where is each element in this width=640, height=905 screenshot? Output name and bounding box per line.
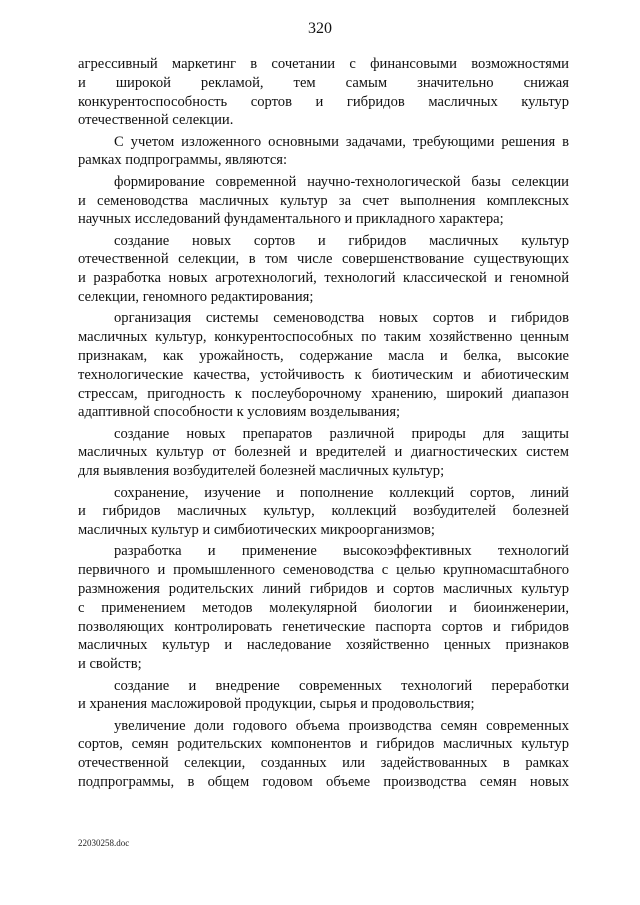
text-line: конкурентоспособность сортов и гибридов масличных культур <box>78 93 569 110</box>
text-line: сортов, семян родительских компонентов и гибридов масличных культур <box>78 736 569 753</box>
paragraph-task-seed-technologies <box>78 542 569 674</box>
text-line: подпрограммы, в общем годовом объеме производства семян новых <box>78 773 569 790</box>
document-file-code: 22030258.doc <box>78 838 130 848</box>
text-line: научных исследований фундаментального и прикладного характера; <box>78 211 504 228</box>
paragraph-task-new-varieties <box>78 232 569 307</box>
paragraph-tasks-intro <box>78 133 569 171</box>
text-line: адаптивной способности к условиям возделывания; <box>78 404 401 421</box>
paragraph-intro-continuation <box>78 55 569 130</box>
text-line: агрессивный маркетинг в сочетании с финансовыми возможностями <box>78 56 569 72</box>
paragraph-task-research-base <box>78 173 569 229</box>
text-line: первичного и промышленного семеноводства с целью крупномасштабного <box>78 562 569 579</box>
text-line: позволяющих контролировать генетические паспорта сортов и гибридов <box>78 618 569 635</box>
text-line: сохранение, изучение и пополнение коллекций сортов, линий <box>114 484 569 501</box>
text-line: масличных культур и симбиотических микроорганизмов; <box>78 522 435 539</box>
text-line: рамках подпрограммы, являются: <box>78 152 288 169</box>
text-line: и свойств; <box>78 656 142 673</box>
text-line: организация системы семеноводства новых сортов и гибридов <box>114 310 569 327</box>
text-line: увеличение доли годового объема производства семян современных <box>114 717 569 734</box>
text-line: селекции, геномного редактирования; <box>78 289 314 306</box>
text-line: стрессам, пригодность к послеуборочному хранению, широкий диапазон <box>78 385 569 402</box>
text-line: и семеноводства масличных культур за счет выполнения комплексных <box>78 192 569 209</box>
text-line: и гибридов масличных культур, коллекций возбудителей болезней <box>78 503 569 520</box>
text-line: технологические качества, устойчивость к биотическим и абиотическим <box>78 366 569 383</box>
text-line: создание и внедрение современных технологий переработки <box>114 677 569 694</box>
text-line: масличных культур и наследование хозяйственно ценных признаков <box>78 637 569 654</box>
paragraph-task-protection <box>78 425 569 481</box>
paragraph-task-collections <box>78 484 569 540</box>
page-number: 320 <box>308 20 332 37</box>
text-line: признакам, как урожайность, содержание масла и белка, высокие <box>78 347 569 364</box>
text-line: размножения родительских линий гибридов и сортов масличных культур <box>78 581 569 598</box>
text-line: разработка и применение высокоэффективных технологий <box>114 543 569 560</box>
text-line: отечественной селекции. <box>78 112 234 129</box>
paragraph-task-processing <box>78 677 569 715</box>
text-line: создание новых сортов и гибридов масличных культур <box>114 232 569 249</box>
text-line: С учетом изложенного основными задачами, требующими решения в <box>114 133 569 150</box>
text-line: и хранения масложировой продукции, сырья и продовольствия; <box>78 696 475 713</box>
paragraph-task-seed-share <box>78 717 569 792</box>
text-line: масличных культур, конкурентоспособных по таким хозяйственно ценным <box>78 329 569 346</box>
text-line: и разработка новых агротехнологий, технологий классической и геномной <box>78 270 569 287</box>
text-line: формирование современной научно-технологической базы селекции <box>114 173 569 190</box>
paragraph-task-seed-system <box>78 309 569 422</box>
text-line: для выявления возбудителей болезней масличных культур; <box>78 463 445 480</box>
text-line: отечественной селекции, созданных или задействованных в рамках <box>78 755 569 772</box>
text-line: и широкой рекламой, тем самым значительно снижая <box>78 74 569 91</box>
text-line: с применением методов молекулярной биологии и биоинженерии, <box>78 599 569 616</box>
body-text <box>78 55 569 794</box>
text-line: создание новых препаратов различной природы для защиты <box>114 425 569 442</box>
text-line: отечественной селекции, в том числе совершенствование существующих <box>78 251 569 268</box>
text-line: масличных культур от болезней и вредителей и диагностических систем <box>78 444 569 461</box>
